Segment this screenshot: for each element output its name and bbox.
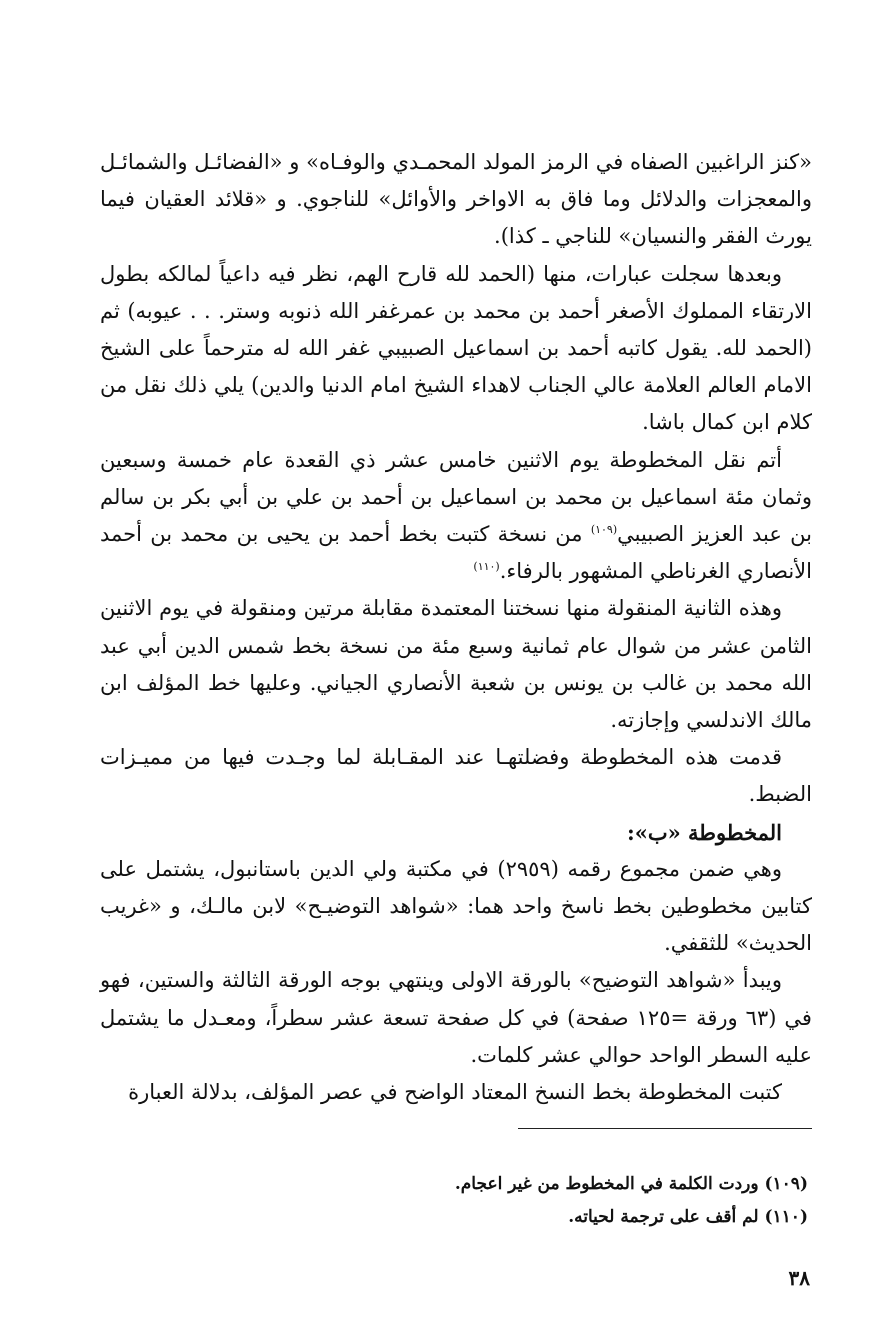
paragraph-7: ويبدأ «شواهد التوضيح» بالورقة الاولى وينتهي بوجه الورقة الثالثة والستين، فهو في (٦٣ ورقة =١٢٥ صفحة) في كل صفحة تسعة عشر سطراً، ومعـدل ما يشتمل عليه السطر الواحد حوالي عشر كلمات. <box>100 968 812 1067</box>
paragraph-5: قدمت هذه المخطوطة وفضلتهـا عند المقـابلة لما وجـدت فيها من مميـزات الضبط. <box>100 745 812 807</box>
paragraph-3-part-b: من نسخة كتبت بخط أحمد بن يحيى بن محمد بن أحمد الأنصاري الغرناطي المشهور بالرفاء. <box>100 522 812 584</box>
footnote-ref-110: (١١٠) <box>473 560 500 574</box>
page-number: ٣٨ <box>788 1266 810 1290</box>
paragraph-3 <box>100 442 812 591</box>
paragraph-1: «كنز الراغبين الصفاه في الرمز المولد المحمـدي والوفـاه» و «الفضائـل والشمائـل والمعجزات والدلائل وما فاق به الاواخر والأوائل» للناجوي. و «قلائد العقيان فيما يورث الفقر والنسيان» للناجي ـ كذا). <box>100 150 812 249</box>
paragraph-3-part-a: أتم نقل المخطوطة يوم الاثنين خامس عشر ذي القعدة عام خمسة وسبعين وثمان مئة اسماعيل بن محمد بن اسماعيل بن أحمد بن علي بن أبي بكر بن سالم بن عبد العزيز الصبيبي <box>100 447 812 547</box>
footnote-divider <box>518 1128 812 1129</box>
paragraph-4: وهذه الثانية المنقولة منها نسختنا المعتمدة مقابلة مرتين ومنقولة في يوم الاثنين الثامن عشر من شوال عام ثمانية وسبع مئة من نسخة بخط شمس الدين أبي عبد الله محمد بن غالب بن يونس بن شعبة الأنصاري الجياني. وعليها خط المؤلف ابن مالك الاندلسي وإجازته. <box>100 596 812 733</box>
paragraph-8: كتبت المخطوطة بخط النسخ المعتاد الواضح في عصر المؤلف، بدلالة العبارة <box>128 1080 782 1105</box>
section-heading: المخطوطة «ب»: <box>626 819 782 845</box>
footnotes <box>100 1168 808 1234</box>
footnote-109: (١٠٩) وردت الكلمة في المخطوط من غير اعجام. <box>454 1174 808 1194</box>
footnote-ref-109: (١٠٩) <box>590 523 618 537</box>
main-text <box>100 144 812 1111</box>
paragraph-2: وبعدها سجلت عبارات، منها (الحمد لله قارح الهم، نظر فيه داعياً لمالكه بطول الارتقاء المملوك الأصغر أحمد بن محمد بن عمرغفر الله ذنوبه وستر. . . عيوبه) ثم (الحمد لله. يقول كاتبه أحمد بن اسماعيل الصبيبي غفر الله له مترحماً على الشيخ الامام العالم العلامة عالي الجناب لاهداء الشيخ امام الدنيا والدين) يلي ذلك نقل من كلام ابن كمال باشا. <box>100 261 812 435</box>
footnote-110: (١١٠) لم أقف على ترجمة لحياته. <box>568 1207 808 1227</box>
paragraph-6: وهي ضمن مجموع رقمه (٢٩٥٩) في مكتبة ولي الدين باستانبول، يشتمل على كتابين مخطوطين بخط ناسخ واحد هما: «شواهد التوضيـح» لابن مالـك، و «غريب الحديث» للثقفي. <box>100 856 812 956</box>
